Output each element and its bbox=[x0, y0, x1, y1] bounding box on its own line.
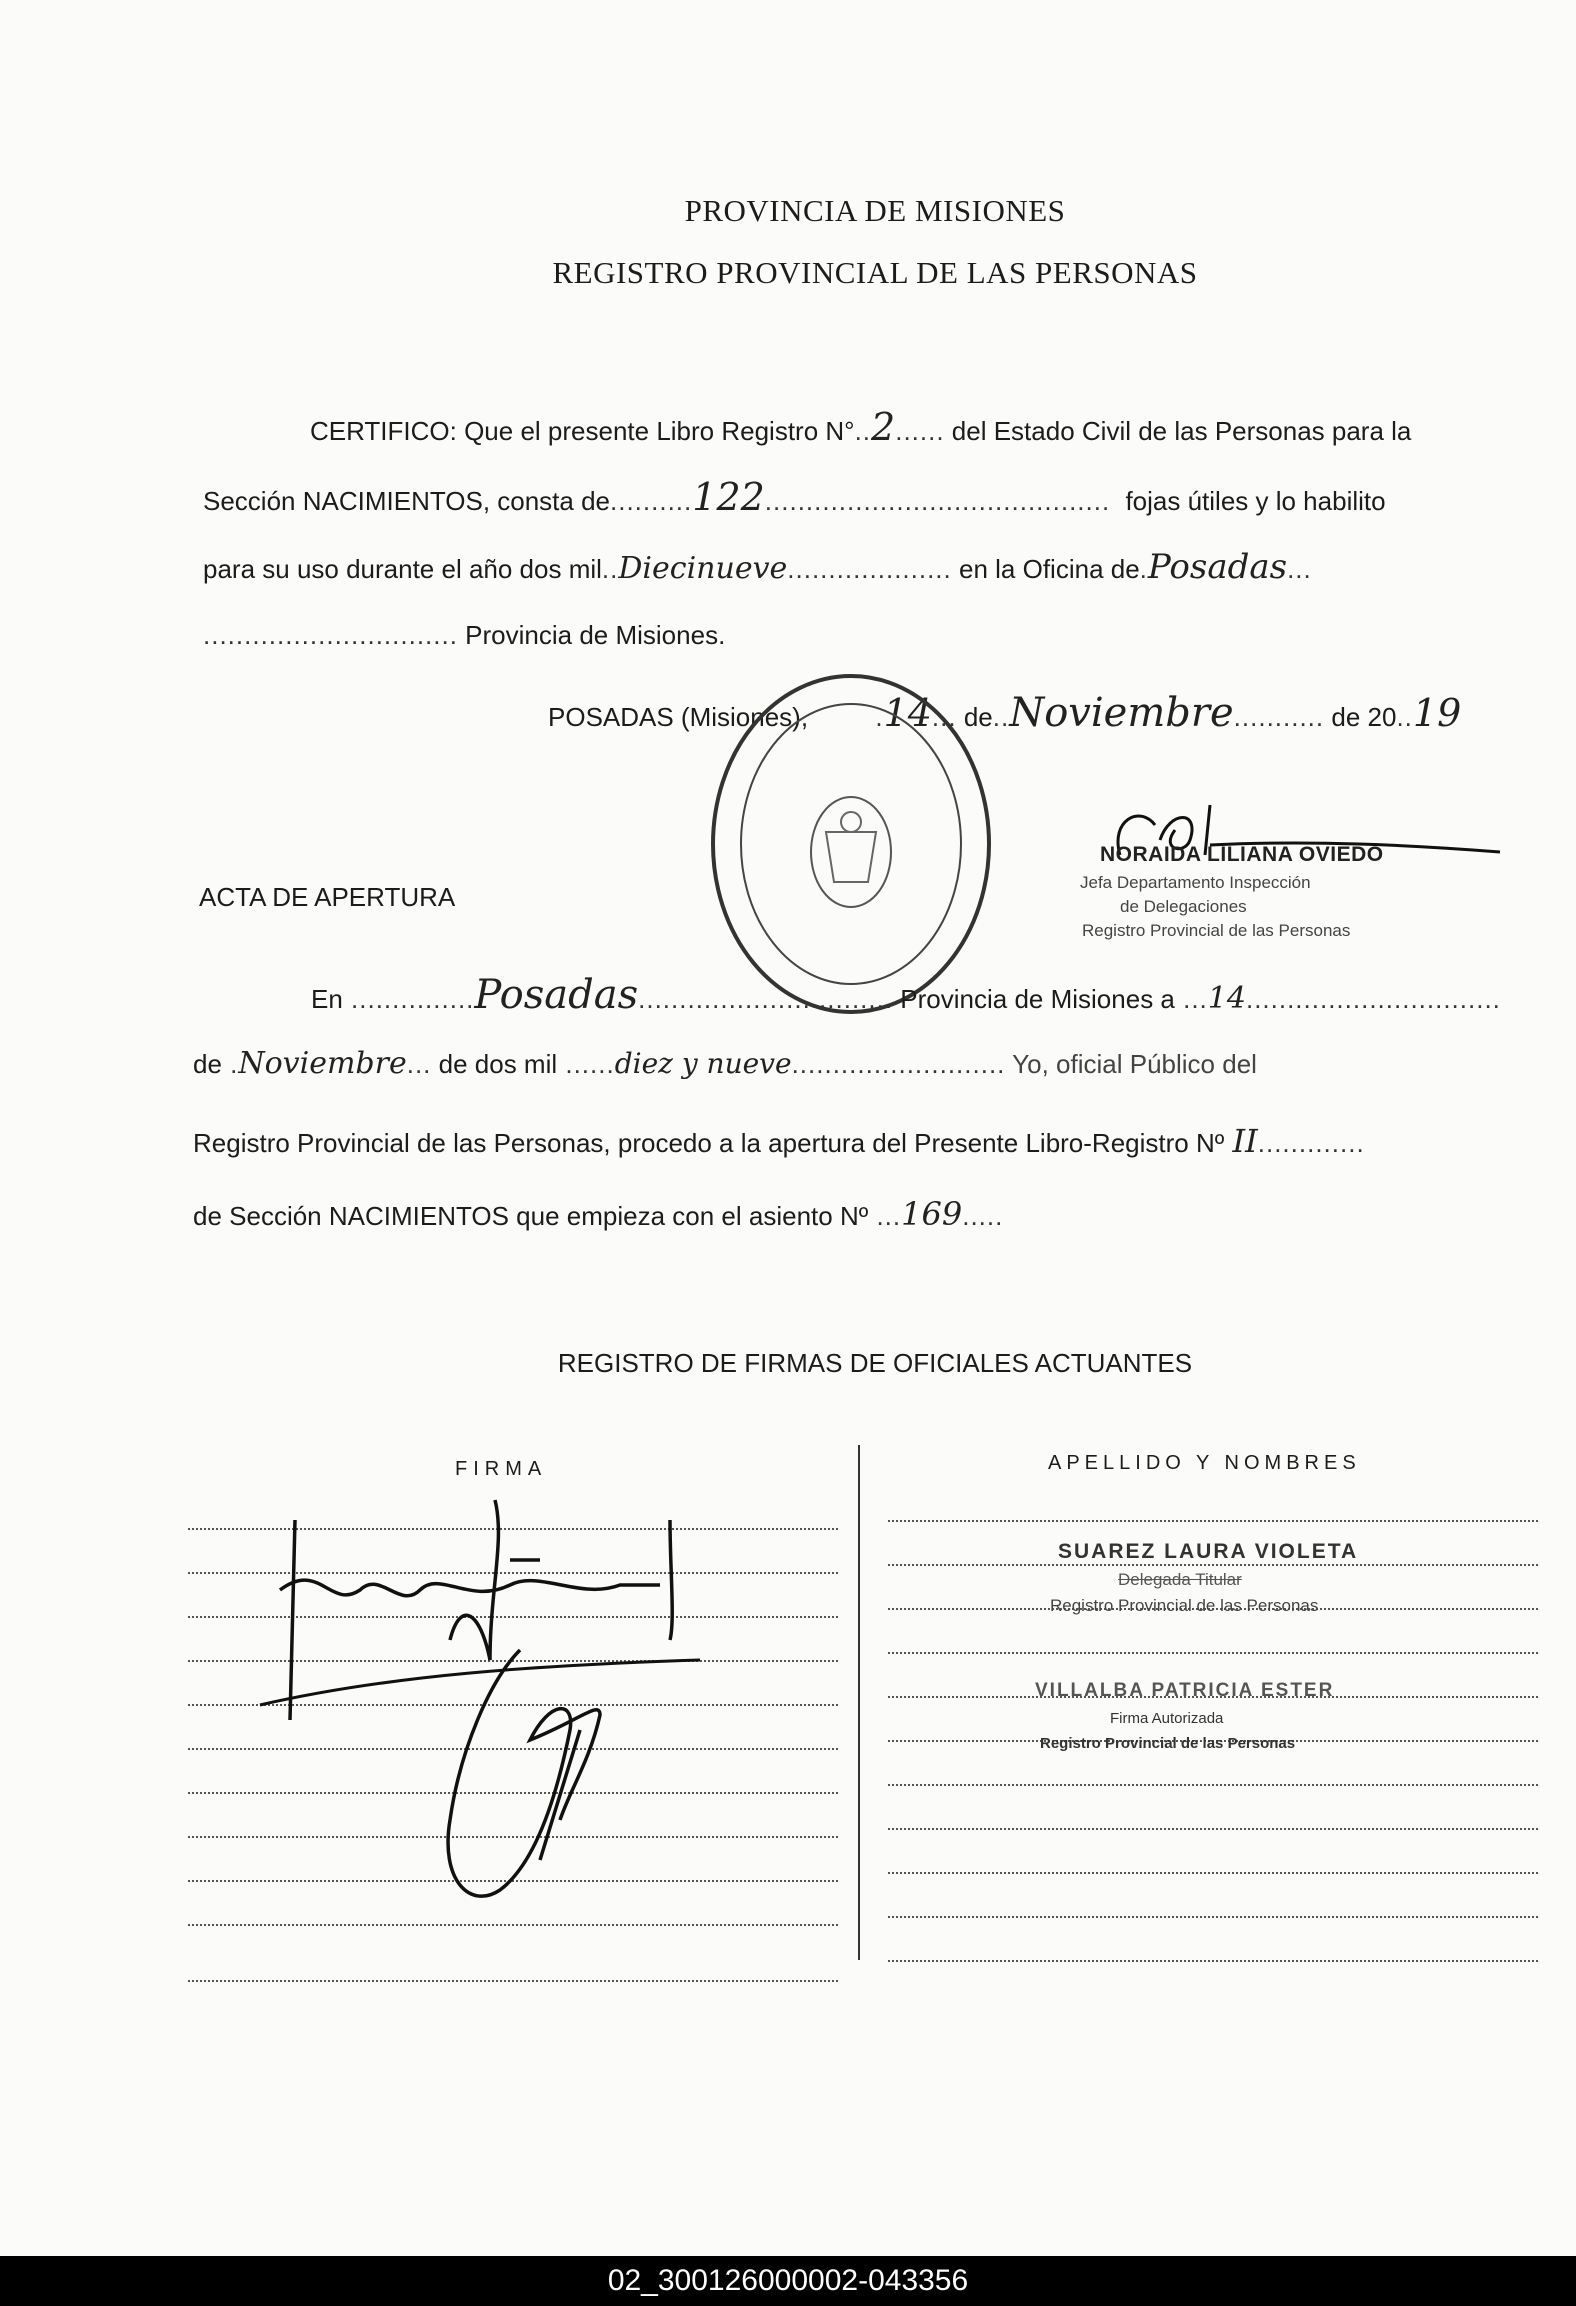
nombre-row-line bbox=[888, 1564, 1538, 1566]
handwritten-month: Noviembre bbox=[1009, 690, 1234, 736]
nombre-row-line bbox=[888, 1872, 1538, 1874]
cert-line-1: CERTIFICO: Que el presente Libro Registro N°..2...... del Estado Civil de las Personas para la bbox=[310, 405, 1412, 449]
stamp-2-title: Firma Autorizada bbox=[1110, 1710, 1224, 1727]
cert-text: del Estado Civil de las Personas para la bbox=[951, 416, 1412, 446]
handwritten-book-number: 2 bbox=[871, 405, 896, 449]
acta-text: Yo, oficial Público del bbox=[1012, 1049, 1257, 1079]
official-seal-icon bbox=[708, 672, 994, 1017]
cert-text: fojas útiles y lo habilito bbox=[1125, 486, 1386, 516]
cert-text: Provincia de Misiones. bbox=[465, 620, 726, 650]
stamp-officer-org: Registro Provincial de las Personas bbox=[1082, 921, 1351, 940]
acta-text: de Sección NACIMIENTOS que empieza con el asiento Nº bbox=[193, 1201, 869, 1231]
acta-line-2: de .Noviembre... de dos mil ......diez y nueve.......................... Yo, oficial Público del bbox=[193, 1046, 1257, 1081]
cert-text: en la Oficina de bbox=[959, 554, 1140, 584]
handwritten-day: 14 bbox=[883, 691, 932, 735]
handwritten-office: Posadas bbox=[1147, 547, 1288, 587]
header-registry: REGISTRO PROVINCIAL DE LAS PERSONAS bbox=[552, 255, 1198, 290]
stamp-2-org: Registro Provincial de las Personas bbox=[1040, 1735, 1296, 1752]
handwritten-acta-day: 14 bbox=[1207, 981, 1246, 1016]
stamp-officer-name: NORAIDA LILIANA OVIEDO bbox=[1100, 843, 1384, 866]
firmas-title: REGISTRO DE FIRMAS DE OFICIALES ACTUANTES bbox=[557, 1348, 1193, 1378]
handwritten-book-roman: II bbox=[1232, 1122, 1258, 1160]
stamp-2-name: VILLALBA PATRICIA ESTER bbox=[1035, 1680, 1335, 1701]
acta-text: Registro Provincial de las Personas, procedo a la apertura del Presente Libro-Registro Nº bbox=[193, 1128, 1225, 1158]
handwritten-year: 19 bbox=[1412, 691, 1462, 735]
acta-text: de dos mil bbox=[438, 1049, 558, 1079]
firma-row-line bbox=[188, 1980, 838, 1982]
cert-date-line: POSADAS (Misiones), .14... de..Noviembre........... de 20..19 bbox=[548, 690, 1462, 736]
acta-line-4: de Sección NACIMIENTOS que empieza con el asiento Nº ...169..... bbox=[193, 1195, 1004, 1233]
acta-text: Provincia de Misiones a bbox=[900, 984, 1175, 1014]
handwritten-year-words: Diecinueve bbox=[618, 551, 788, 586]
handwritten-acta-month: Noviembre bbox=[238, 1046, 407, 1081]
column-divider bbox=[858, 1445, 860, 1960]
signature-2-icon bbox=[430, 1620, 630, 1920]
cert-text: para su uso durante el año dos mil bbox=[203, 554, 602, 584]
cert-line-2: Sección NACIMIENTOS, consta de..........122.......................................... fojas útiles y lo habilito bbox=[203, 475, 1386, 519]
nombre-row-line bbox=[888, 1916, 1538, 1918]
document-id-footer: 02_300126000002-043356 bbox=[0, 2256, 1576, 2306]
cert-line-3: para su uso durante el año dos mil..Diecinueve.................... en la Oficina de.Posadas... bbox=[203, 547, 1312, 587]
acta-title: ACTA DE APERTURA bbox=[199, 882, 456, 912]
acta-line-1: En ...............Posadas............................... Provincia de Misiones a ...14............................... bbox=[311, 972, 1501, 1018]
handwritten-fojas: 122 bbox=[692, 475, 765, 519]
stamp-officer-dept: de Delegaciones bbox=[1120, 897, 1247, 916]
stamp-1-title: Delegada Titular bbox=[1118, 1570, 1242, 1589]
cert-line-4: ............................... Provincia de Misiones. bbox=[203, 620, 726, 650]
date-de: de bbox=[963, 702, 993, 732]
firma-row-line bbox=[188, 1924, 838, 1926]
acta-text: En bbox=[311, 984, 343, 1014]
stamp-1-org: Registro Provincial de las Personas bbox=[1050, 1596, 1319, 1615]
header-province: PROVINCIA DE MISIONES bbox=[684, 193, 1066, 228]
acta-text: de bbox=[193, 1049, 222, 1079]
nombre-row-line bbox=[888, 1960, 1538, 1962]
handwritten-place: Posadas bbox=[474, 972, 639, 1018]
stamp-1-name: SUAREZ LAURA VIOLETA bbox=[1058, 1540, 1359, 1563]
acta-line-3: Registro Provincial de las Personas, procedo a la apertura del Presente Libro-Registro Nº II............. bbox=[193, 1122, 1365, 1160]
date-place: POSADAS (Misiones), bbox=[548, 702, 809, 732]
nombre-row-line bbox=[888, 1520, 1538, 1522]
nombre-row-line bbox=[888, 1828, 1538, 1830]
col-header-nombres: APELLIDO Y NOMBRES bbox=[1048, 1452, 1361, 1474]
col-header-firma: FIRMA bbox=[455, 1458, 548, 1480]
nombre-row-line bbox=[888, 1784, 1538, 1786]
handwritten-acta-year: diez y nueve bbox=[614, 1047, 792, 1080]
stamp-officer-title: Jefa Departamento Inspección bbox=[1080, 873, 1311, 892]
nombre-row-line bbox=[888, 1652, 1538, 1654]
cert-text: Sección NACIMIENTOS, consta de bbox=[203, 486, 611, 516]
date-year-prefix: de 20 bbox=[1331, 702, 1397, 732]
handwritten-asiento: 169 bbox=[901, 1195, 963, 1233]
cert-text: CERTIFICO: Que el presente Libro Registro N° bbox=[310, 416, 855, 446]
